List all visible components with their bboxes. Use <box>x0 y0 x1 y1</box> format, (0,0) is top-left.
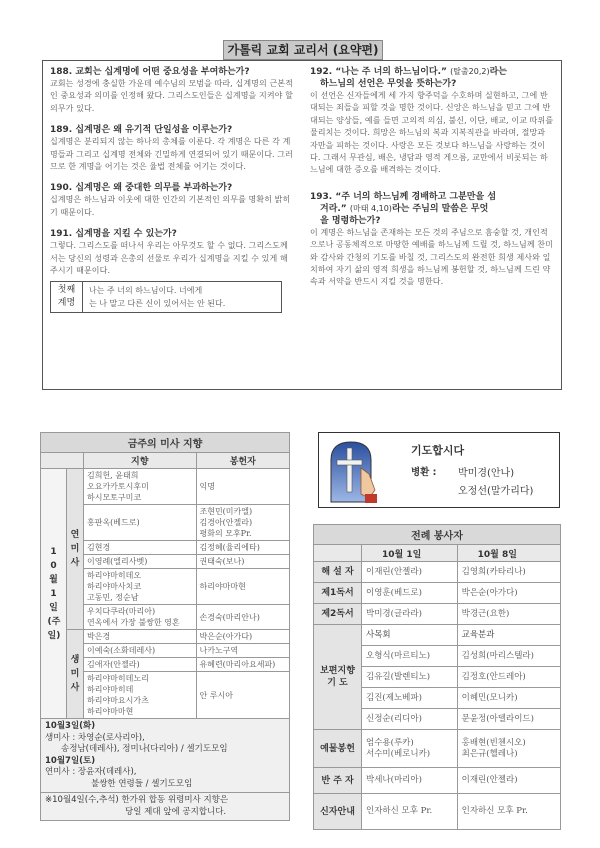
question-193-part3: 라는 주님의 말씀은 무엇 <box>391 203 489 214</box>
table-row: 박경근(요한) <box>457 604 560 625</box>
mass-header-intention: 지향 <box>84 453 197 469</box>
table-row: 오형식(마르티노) <box>362 646 458 667</box>
praying-hands-icon <box>325 438 381 504</box>
answer-188: 교회는 성경에 충실한 가운데 예수님의 모범을 따라, 십계명의 근본적인 중요성과 의미를 인정해 왔다. 그리스도인들은 십계명을 지켜야 할 의무가 있다. <box>50 79 293 113</box>
note-line1: ※10월4일(수,추석) 한가위 합동 위령미사 지향은 <box>45 795 229 805</box>
mass-date-cell <box>41 469 67 719</box>
service-title: 전례 봉사자 <box>314 525 561 545</box>
table-row: 하리야마마현 <box>196 569 290 605</box>
prayer-box <box>318 432 560 508</box>
table-row: 박세나(마리아) <box>362 768 458 794</box>
role-reading-1: 제1독서 <box>314 583 362 604</box>
oct3-line1: 생미사 : 차영순(로사리아), <box>45 732 145 743</box>
table-row: 하리야마히데노리 하리야마히데 하리야마요시가츠 하리야마마현 <box>84 672 197 719</box>
table-row: 권태숙(보나) <box>196 555 290 569</box>
table-row: 인자하신 모후 Pr. <box>457 794 560 830</box>
table-row: 박은순(아가다) <box>457 583 560 604</box>
question-190: 190. 십계명은 왜 중대한 의무를 부과하는가? <box>50 183 233 194</box>
role-reading-2: 제2독서 <box>314 604 362 625</box>
table-row: 나카노구역 <box>196 644 290 658</box>
role-offertory: 예물봉헌 <box>314 730 362 768</box>
table-row: 김희헌, 윤태희 오요카카토시후미 하시모토구미코 <box>84 469 197 505</box>
question-193-part2: 겨라.” <box>320 203 347 214</box>
question-192-part1: 192. “나는 주 너의 하느님이다.” <box>310 67 447 77</box>
table-row: 우치다쿠라(마리아) 연옥에서 가장 불쌍한 영혼 <box>84 605 197 630</box>
catechism-left-column <box>50 66 294 313</box>
table-row: 유혜련(마리아요세파) <box>196 658 290 672</box>
table-row: 김애자(안젤라) <box>84 658 197 672</box>
answer-192: 이 선언은 신자들에게 세 가지 향주덕을 수호하며 실현하고, 그에 반대되는 죄들을 피할 것을 명한 것이다. 신앙은 하느님을 믿고 그에 반대되는 양상들, 예를 들면 고의적 의심, 불신, 이단, 배교, 이교 따위를 물리치는 것이다. 희망은 하느님의 복과 지복직관을 바라며, 절망과 자만을 피하는 것이다. 사랑은 모든 것보다 하느님을 사랑하는 것이다. 그래서 무관심, 배은, 냉담과 영적 게으름, 교만에서 비롯되는 하느님에 대한 증오를 배격하는 것이다. <box>310 91 554 175</box>
table-row: 이재린(안젤라) <box>362 562 458 583</box>
question-192-part3: 하느님의 선언은 무엇을 뜻하는가? <box>320 79 457 89</box>
role-usher: 신자안내 <box>314 794 362 830</box>
table-row: 김유길(발렌티노) <box>362 667 458 688</box>
question-192-part2: 라는 <box>489 67 507 77</box>
note-line2: 당일 제대 앞에 공지합니다. <box>125 806 227 817</box>
service-date-2: 10월 8일 <box>457 545 560 562</box>
answer-189: 십계명은 분리되지 않는 하나의 총체를 이룬다. 각 계명은 다른 각 계명들과 그리고 십계명 전체와 긴밀하게 연결되어 있기 때문이다. 그러므로 한 계명을 어기는 것은 율법 전체를 어기는 것이다. <box>50 137 293 172</box>
answer-190: 십계명은 하느님과 이웃에 대한 인간의 기본적인 의무를 명확히 밝히기 때문이다. <box>50 195 291 217</box>
table-row: 교육분과 <box>457 625 560 646</box>
question-188: 188. 교회는 십계명에 어떤 중요성을 부여하는가? <box>50 67 250 77</box>
commandment-label-2: 계명 <box>57 298 76 309</box>
table-row: 문윤정(아델라이드) <box>457 709 560 730</box>
table-row: 홍배현(빈첸시오) 최은규(헬레나) <box>457 730 560 768</box>
commandment-label <box>51 282 83 312</box>
mass-intention-table <box>40 432 290 821</box>
commandment-text-1: 나는 주 너의 하느님이다. 너에게 <box>89 286 203 296</box>
service-date-1: 10월 1일 <box>362 545 458 562</box>
role-organist: 반 주 자 <box>314 768 362 794</box>
question-193-ref: (마태 4,10) <box>349 203 392 213</box>
oct3-line2: 송정남(데레사), 정미나(다리아) / 셀기도모임 <box>61 744 228 754</box>
first-commandment-box <box>50 281 282 313</box>
liturgy-service-table <box>313 524 561 830</box>
table-row: 김정호(안드레아) <box>457 667 560 688</box>
table-row: 손경숙(마리안나) <box>196 605 290 630</box>
question-193-part1: 193. “주 너의 하느님께 경배하고 그분만을 섬 <box>310 191 497 202</box>
mass-oct3 <box>41 719 290 793</box>
prayer-label: 병환 : <box>411 467 437 478</box>
table-row: 익명 <box>196 469 290 505</box>
table-row: 홍판옥(베드로) <box>84 505 197 541</box>
commandment-text-2: 는 나 말고 다른 신이 있어서는 안 된다. <box>89 299 226 309</box>
oct7-line1: 연미사 : 장윤자(데레사), <box>45 767 137 777</box>
table-row: 조현민(미카엘) 김경아(안젤라) 평화의 모후Pr. <box>196 505 290 541</box>
oct7-line2: 불쌍한 연령들 / 셀기도모임 <box>91 778 193 789</box>
table-row: 이예숙(소화데레사) <box>84 644 197 658</box>
table-row: 김영희(카타리나) <box>457 562 560 583</box>
table-row: 하리야마히데오 하리야마사치코 고동민, 정순남 <box>84 569 197 605</box>
mass-kind-life <box>67 630 84 719</box>
mass-kind-life-label: 생미사 <box>70 655 80 693</box>
table-row: 박은순(아가다) <box>196 630 290 644</box>
prayer-title: 기도합시다 <box>411 444 465 457</box>
table-row: 김진(제노베파) <box>362 688 458 709</box>
table-row: 이영훈(베드로) <box>362 583 458 604</box>
mass-header-donor: 봉헌자 <box>196 453 290 469</box>
table-row: 신정순(리디아) <box>362 709 458 730</box>
commandment-label-1: 첫째 <box>57 285 76 296</box>
role-commentator: 해 설 자 <box>314 562 362 583</box>
table-row: 인자하신 모후 Pr. <box>362 794 458 830</box>
table-row: 김현경 <box>84 541 197 555</box>
catechism-right-column <box>310 66 554 289</box>
table-row: 김성희(마리스텔라) <box>457 646 560 667</box>
question-189: 189. 십계명은 왜 유기적 단일성을 이루는가? <box>50 125 233 136</box>
question-192-ref: (탈출20,2) <box>450 67 490 76</box>
question-192 <box>310 66 554 90</box>
mass-table-title: 금주의 미사 지향 <box>41 433 290 453</box>
answer-191: 그렇다. 그리스도를 떠나서 우리는 아무것도 할 수 없다. 그리스도께서는 당신의 성령과 은총의 선물로 우리가 십계명을 지킬 수 있게 해 주시기 때문이다. <box>50 241 288 276</box>
commandment-text <box>83 282 281 312</box>
role-prayers-line1: 보편지향 <box>320 666 355 676</box>
role-prayers-line2: 기 도 <box>327 678 348 688</box>
answer-193: 이 계명은 하느님을 존재하는 모든 것의 주님으로 흠숭할 것, 개인적으로나 공동체적으로 마땅한 예배를 하느님께 드릴 것, 하느님께 찬미와 감사와 간청의 기도를 바칠 것, 그리스도의 완전한 희생 제사와 일치하여 자기 삶의 영적 희생을 하느님께 봉헌할 것, 하느님께 드린 약속과 서약을 반드시 지킬 것을 명한다. <box>310 227 553 287</box>
table-row: 엄수용(루카) 서수미(베로니카) <box>362 730 458 768</box>
table-row: 이재린(안젤라) <box>457 768 560 794</box>
prayer-name-1: 박미경(안나) <box>458 468 515 479</box>
prayer-name-2: 오정선(말가리다) <box>458 486 534 497</box>
question-193-part4: 을 명령하는가? <box>320 215 381 226</box>
service-header-blank <box>314 545 362 562</box>
mass-kind-thanks <box>67 469 84 630</box>
role-prayers <box>314 625 362 730</box>
question-193 <box>310 191 554 227</box>
table-row: 김정혜(율리에타) <box>196 541 290 555</box>
question-191: 191. 십계명을 지킬 수 있는가? <box>50 229 177 240</box>
mass-date: 10월1일(주일) <box>47 546 61 641</box>
table-row: 사목회 <box>362 625 458 646</box>
catechism-title: 가톨릭 교회 교리서 (요약편) <box>223 40 383 60</box>
oct7-title: 10월7일(토) <box>45 755 96 766</box>
mass-note <box>41 793 290 821</box>
mass-kind-thanks-label: 연미사 <box>70 530 80 568</box>
table-row: 이영례(엘리사벳) <box>84 555 197 569</box>
table-row: 박미경(글라라) <box>362 604 458 625</box>
table-row: 안 루시아 <box>196 672 290 719</box>
oct3-title: 10월3일(화) <box>45 721 96 731</box>
table-row: 이혜민(모니카) <box>457 688 560 709</box>
mass-header-blank <box>41 453 84 469</box>
table-row: 박은경 <box>84 630 197 644</box>
